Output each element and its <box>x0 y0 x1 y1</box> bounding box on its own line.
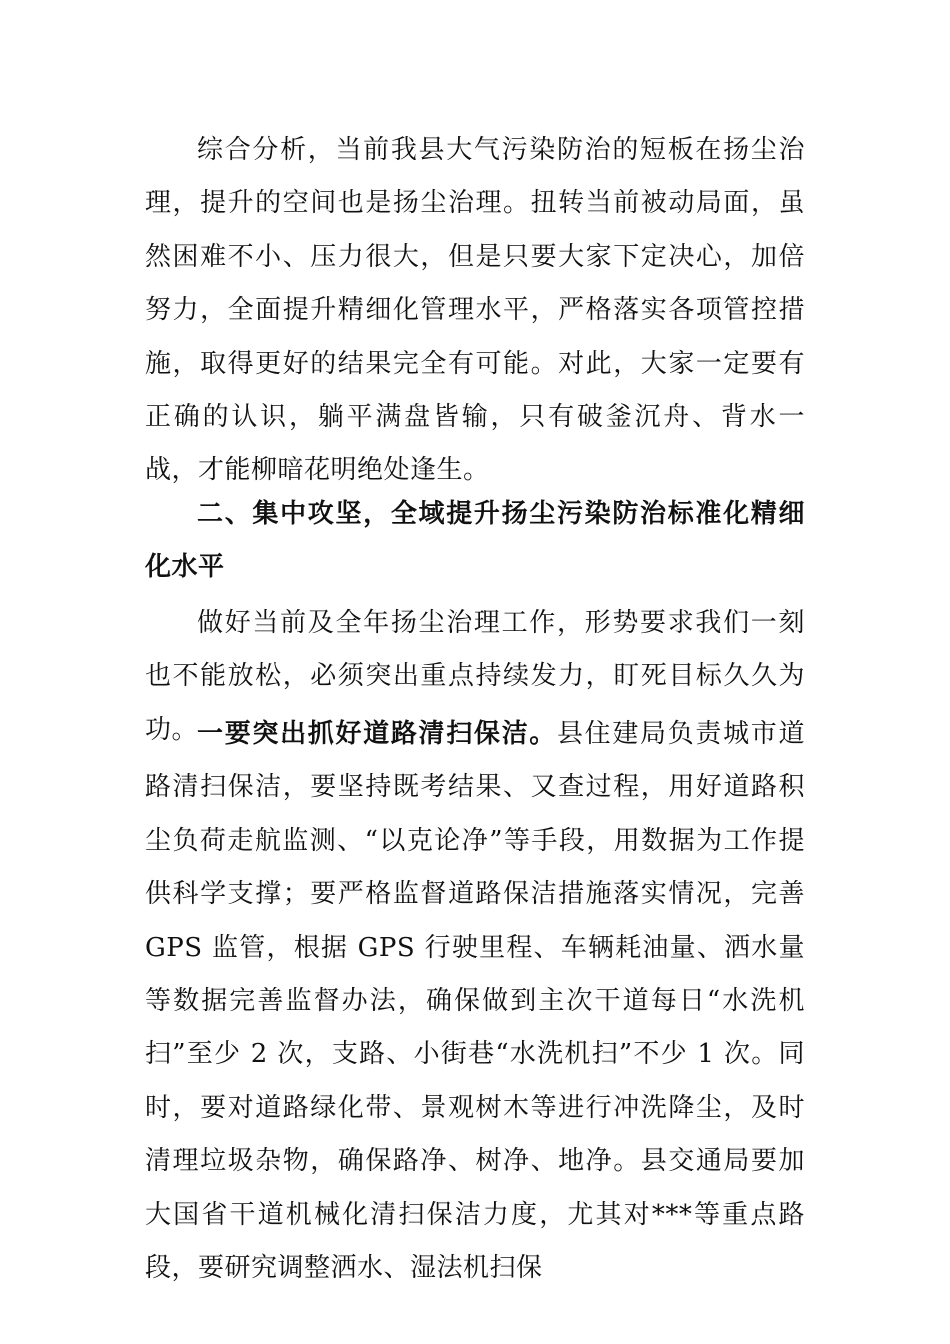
section-heading: 二、集中攻坚，全域提升扬尘污染防治标准化精细化水平 <box>145 499 805 583</box>
body-paragraph: 做好当前及全年扬尘治理工作，形势要求我们一刻也不能放松，必须突出重点持续发力，盯死目标久久为功。 <box>145 608 805 745</box>
paragraph-lead-text: 一要突出抓好道路清扫保洁。 <box>197 719 557 749</box>
body-paragraph: 综合分析，当前我县大气污染防治的短板在扬尘治理，提升的空间也是扬尘治理。扭转当前被动局面，虽然困难不小、压力很大，但是只要大家下定决心，加倍努力，全面提升精细化管理水平，严格落实各项管控措施，取得更好的结果完全有可能。对此，大家一定要有正确的认识，躺平满盘皆输，只有破釜沉舟、背水一战，才能柳暗花明绝处逢生。 <box>145 135 805 486</box>
paragraph-body-text: 县住建局负责城市道路清扫保洁，要坚持既考结果、又查过程，用好道路积尘负荷走航监测、“以克论净”等手段，用数据为工作提供科学支撑；要严格监督道路保洁措施落实情况，完善 GPS 监管，根据 GPS 行驶里程、车辆耗油量、洒水量等数据完善监督办法，确保做到主次干道每日“水洗机扫”至少 2 次，支路、小街巷“水洗机扫”不少 1 次。同时，要对道路绿化带、景观树木等进行冲洗降尘，及时清理垃圾杂物，确保路净、树净、地净。县交通局要加大国省干道机械化清扫保洁力度，尤其对***等重点路段，要研究调整洒水、湿法机扫保 <box>145 719 805 1284</box>
body-paragraph <box>145 708 805 1295</box>
